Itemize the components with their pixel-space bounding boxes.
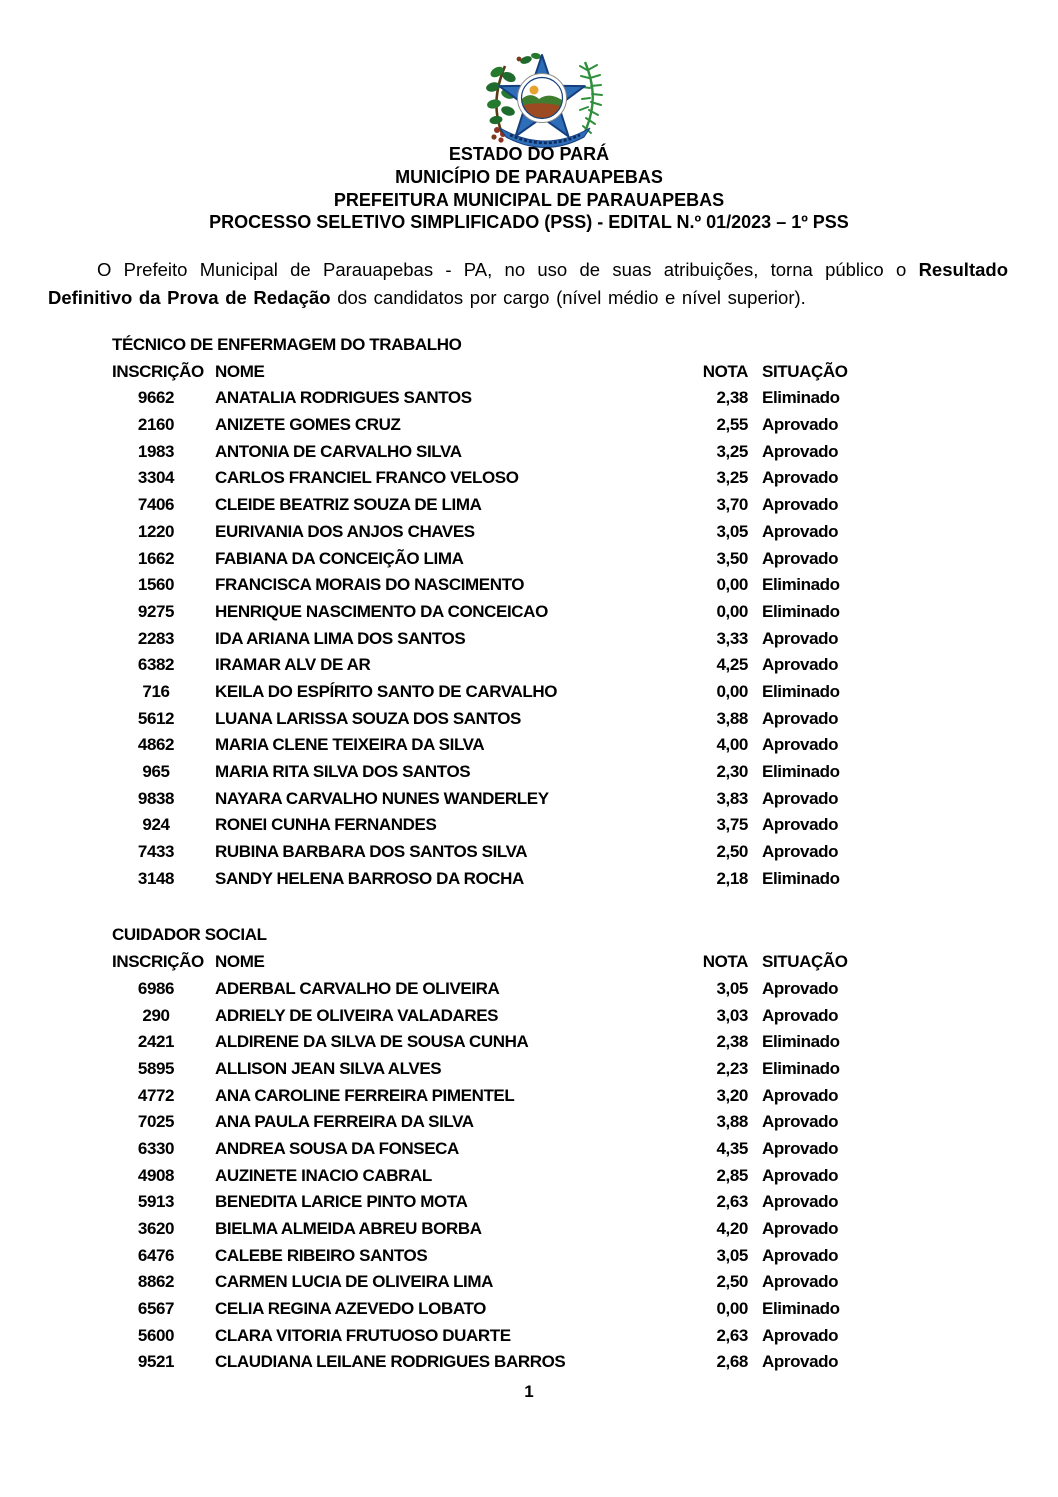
row-situacao: Aprovado	[762, 521, 839, 541]
row-nota: 4,25	[716, 655, 748, 675]
row-inscricao: 1560	[137, 575, 175, 595]
section-tecnico-de-enfermagem-do-trabalho	[112, 332, 870, 892]
row-nome: CLEIDE BEATRIZ SOUZA DE LIMA	[215, 495, 482, 515]
column-header-nome: NOME	[215, 952, 265, 972]
row-situacao: Aprovado	[762, 1005, 839, 1025]
row-nome: MARIA RITA SILVA DOS SANTOS	[215, 762, 471, 781]
intro-text-bold: Resultado Definitivo da Prova de Redação	[48, 259, 1008, 309]
table-row	[112, 1323, 870, 1350]
row-inscricao: 9838	[137, 788, 175, 808]
table-header-row	[112, 359, 870, 386]
row-nota: 3,88	[716, 708, 748, 728]
table-row	[112, 839, 870, 866]
column-header-inscricao: INSCRIÇÃO	[112, 952, 204, 972]
column-header-nome: NOME	[215, 361, 265, 381]
row-nome: IDA ARIANA LIMA DOS SANTOS	[215, 628, 466, 648]
table-row	[112, 759, 870, 786]
table-row	[112, 1269, 870, 1296]
header-line-prefeitura: PREFEITURA MUNICIPAL DE PARAUAPEBAS	[333, 189, 725, 210]
table-row	[112, 412, 870, 439]
row-nome: ANIZETE GOMES CRUZ	[215, 415, 401, 435]
row-inscricao: 9521	[137, 1352, 175, 1372]
row-situacao: Eliminado	[762, 601, 840, 621]
row-nome: ANA CAROLINE FERREIRA PIMENTEL	[215, 1085, 515, 1105]
table-row	[112, 786, 870, 813]
column-header-inscricao: INSCRIÇÃO	[112, 361, 204, 381]
coat-of-arms-icon	[472, 50, 618, 150]
table-row	[112, 1003, 870, 1030]
row-nome: FABIANA DA CONCEIÇÃO LIMA	[215, 548, 464, 568]
row-nota: 2,63	[716, 1192, 748, 1212]
intro-text-end: dos candidatos por cargo (nível médio e nível superior).	[330, 287, 806, 309]
row-inscricao: 5600	[137, 1325, 175, 1345]
row-inscricao: 5895	[137, 1058, 175, 1078]
row-inscricao: 924	[142, 815, 170, 835]
row-situacao: Aprovado	[762, 1138, 839, 1158]
row-inscricao: 8862	[137, 1272, 175, 1292]
row-nota: 2,38	[716, 388, 748, 408]
row-inscricao: 965	[142, 762, 170, 781]
row-nome: ALLISON JEAN SILVA ALVES	[215, 1058, 442, 1078]
row-nota: 2,63	[716, 1325, 748, 1345]
row-nota: 2,50	[716, 842, 748, 862]
row-inscricao: 7433	[137, 842, 175, 862]
row-nota: 0,00	[716, 601, 748, 621]
row-nota: 4,35	[716, 1138, 748, 1158]
column-header-situacao: SITUAÇÃO	[762, 361, 848, 381]
row-nome: KEILA DO ESPÍRITO SANTO DE CARVALHO	[215, 681, 558, 701]
row-inscricao: 4772	[137, 1085, 175, 1105]
row-nota: 3,33	[716, 628, 748, 648]
row-situacao: Aprovado	[762, 628, 839, 648]
table-row	[112, 1056, 870, 1083]
row-situacao: Aprovado	[762, 415, 839, 435]
table-row	[112, 599, 870, 626]
table-row	[112, 1216, 870, 1243]
row-situacao: Eliminado	[762, 575, 840, 595]
row-situacao: Aprovado	[762, 1085, 839, 1105]
row-inscricao: 2421	[137, 1032, 175, 1052]
row-nota: 0,00	[716, 575, 748, 595]
row-nota: 3,25	[716, 441, 748, 461]
table-header-row	[112, 949, 870, 976]
row-inscricao: 9662	[137, 388, 175, 408]
row-inscricao: 3304	[137, 468, 175, 488]
document-header	[0, 143, 1058, 234]
table-row	[112, 626, 870, 653]
row-nota: 2,50	[716, 1272, 748, 1292]
row-nome: LUANA LARISSA SOUZA DOS SANTOS	[215, 708, 521, 728]
row-situacao: Eliminado	[762, 1032, 840, 1052]
row-nota: 3,05	[716, 1245, 748, 1265]
row-nome: BIELMA ALMEIDA ABREU BORBA	[215, 1219, 482, 1238]
row-nome: CLAUDIANA LEILANE RODRIGUES BARROS	[215, 1352, 566, 1372]
row-nota: 3,05	[716, 978, 748, 998]
row-nota: 3,05	[716, 521, 748, 541]
row-nota: 2,85	[716, 1165, 748, 1185]
row-inscricao: 6986	[137, 978, 175, 998]
row-nome: CARLOS FRANCIEL FRANCO VELOSO	[215, 468, 519, 488]
table-row	[112, 866, 870, 893]
row-nota: 2,55	[716, 415, 748, 435]
intro-paragraph	[48, 256, 1008, 312]
row-nome: BENEDITA LARICE PINTO MOTA	[215, 1192, 468, 1212]
row-nome: SANDY HELENA BARROSO DA ROCHA	[215, 868, 524, 888]
header-line-estado: ESTADO DO PARÁ	[448, 144, 610, 164]
row-situacao: Eliminado	[762, 388, 840, 408]
row-inscricao: 2283	[137, 628, 175, 648]
table-row	[112, 465, 870, 492]
row-nome: AUZINETE INACIO CABRAL	[215, 1165, 432, 1185]
row-nome: CALEBE RIBEIRO SANTOS	[215, 1245, 428, 1265]
row-nome: HENRIQUE NASCIMENTO DA CONCEICAO	[215, 601, 548, 621]
row-nota: 3,25	[716, 468, 748, 488]
intro-text-start: O Prefeito Municipal de Parauapebas - PA, no uso de suas atribuições, torna público o	[97, 259, 919, 280]
column-header-nota: NOTA	[702, 361, 748, 381]
row-inscricao: 1983	[137, 441, 175, 461]
row-situacao: Aprovado	[762, 708, 839, 728]
row-inscricao: 6476	[137, 1245, 175, 1265]
row-situacao: Aprovado	[762, 468, 839, 488]
table-row	[112, 1083, 870, 1110]
row-nota: 2,23	[716, 1058, 748, 1078]
table-row	[112, 492, 870, 519]
row-nota: 4,00	[716, 735, 748, 755]
row-inscricao: 3148	[137, 868, 175, 888]
row-situacao: Aprovado	[762, 655, 839, 675]
row-situacao: Eliminado	[762, 1299, 840, 1319]
row-inscricao: 7406	[137, 495, 175, 515]
row-situacao: Aprovado	[762, 1325, 839, 1345]
row-inscricao: 6382	[137, 655, 175, 675]
header-line-municipio: MUNICÍPIO DE PARAUAPEBAS	[395, 166, 663, 187]
row-situacao: Aprovado	[762, 441, 839, 461]
table-row	[112, 732, 870, 759]
row-inscricao: 9275	[137, 601, 175, 621]
row-inscricao: 4908	[137, 1165, 175, 1185]
row-situacao: Aprovado	[762, 548, 839, 568]
row-nome: EURIVANIA DOS ANJOS CHAVES	[215, 521, 475, 541]
table-row	[112, 1136, 870, 1163]
row-situacao: Eliminado	[762, 1058, 840, 1078]
row-situacao: Aprovado	[762, 1272, 839, 1292]
row-inscricao: 1220	[137, 521, 175, 541]
row-nome: NAYARA CARVALHO NUNES WANDERLEY	[215, 788, 549, 808]
row-inscricao: 7025	[137, 1112, 175, 1132]
table-row	[112, 976, 870, 1003]
row-inscricao: 6567	[137, 1299, 175, 1319]
table-row	[112, 1109, 870, 1136]
row-situacao: Aprovado	[762, 1245, 839, 1265]
section-title: CUIDADOR SOCIAL	[112, 925, 267, 945]
row-nota: 3,83	[716, 788, 748, 808]
row-nome: ANTONIA DE CARVALHO SILVA	[215, 441, 462, 461]
row-nome: MARIA CLENE TEIXEIRA DA SILVA	[215, 735, 485, 755]
table-row	[112, 679, 870, 706]
column-header-nota: NOTA	[702, 952, 748, 972]
section-title: TÉCNICO DE ENFERMAGEM DO TRABALHO	[112, 335, 462, 354]
header-line-processo: PROCESSO SELETIVO SIMPLIFICADO (PSS) - EDITAL N.º 01/2023 – 1º PSS	[209, 212, 849, 233]
row-inscricao: 4862	[137, 735, 175, 755]
table-row	[112, 385, 870, 412]
table-row	[112, 572, 870, 599]
row-nota: 3,03	[716, 1005, 748, 1025]
row-nome: CLARA VITORIA FRUTUOSO DUARTE	[215, 1325, 511, 1345]
row-nome: CELIA REGINA AZEVEDO LOBATO	[215, 1299, 486, 1319]
row-situacao: Eliminado	[762, 868, 840, 888]
row-situacao: Aprovado	[762, 1192, 839, 1212]
row-nome: FRANCISCA MORAIS DO NASCIMENTO	[215, 575, 525, 595]
table-row	[112, 1243, 870, 1270]
row-situacao: Aprovado	[762, 495, 839, 515]
row-nome: ADERBAL CARVALHO DE OLIVEIRA	[215, 978, 500, 998]
row-inscricao: 5913	[137, 1192, 175, 1212]
table-body	[112, 976, 870, 1376]
row-inscricao: 2160	[137, 415, 175, 435]
row-situacao: Aprovado	[762, 735, 839, 755]
row-situacao: Aprovado	[762, 1219, 839, 1238]
row-situacao: Eliminado	[762, 681, 840, 701]
table-row	[112, 1296, 870, 1323]
row-inscricao: 290	[142, 1005, 170, 1025]
row-nome: ANA PAULA FERREIRA DA SILVA	[215, 1112, 474, 1132]
row-nome: ANATALIA RODRIGUES SANTOS	[215, 388, 472, 408]
row-situacao: Aprovado	[762, 978, 839, 998]
row-nota: 0,00	[716, 681, 748, 701]
row-nome: ALDIRENE DA SILVA DE SOUSA CUNHA	[215, 1032, 529, 1052]
row-nota: 4,20	[716, 1219, 748, 1238]
row-situacao: Aprovado	[762, 842, 839, 862]
row-nota: 2,68	[716, 1352, 748, 1372]
table-row	[112, 546, 870, 573]
row-nome: ANDREA SOUSA DA FONSECA	[215, 1138, 459, 1158]
row-inscricao: 5612	[137, 708, 175, 728]
page-number: 1	[524, 1382, 534, 1401]
row-inscricao: 6330	[137, 1138, 175, 1158]
column-header-situacao: SITUAÇÃO	[762, 952, 848, 972]
row-nota: 2,30	[716, 762, 748, 781]
row-nota: 3,75	[716, 815, 748, 835]
row-nota: 3,50	[716, 548, 748, 568]
row-nota: 3,88	[716, 1112, 748, 1132]
table-row	[112, 1163, 870, 1190]
row-situacao: Aprovado	[762, 815, 839, 835]
table-row	[112, 1349, 870, 1376]
table-row	[112, 519, 870, 546]
results-content	[112, 332, 870, 1376]
row-nome: CARMEN LUCIA DE OLIVEIRA LIMA	[215, 1272, 494, 1292]
table-row	[112, 1189, 870, 1216]
row-inscricao: 3620	[137, 1219, 175, 1238]
row-nota: 0,00	[716, 1299, 748, 1319]
row-inscricao: 1662	[137, 548, 175, 568]
row-situacao: Aprovado	[762, 788, 839, 808]
row-nome: ADRIELY DE OLIVEIRA VALADARES	[215, 1005, 499, 1025]
row-nota: 3,70	[716, 495, 748, 515]
row-situacao: Aprovado	[762, 1165, 839, 1185]
row-inscricao: 716	[142, 681, 170, 701]
row-nota: 2,18	[716, 868, 748, 888]
row-situacao: Aprovado	[762, 1112, 839, 1132]
table-row	[112, 439, 870, 466]
table-body	[112, 385, 870, 892]
row-situacao: Aprovado	[762, 1352, 839, 1372]
row-nota: 3,20	[716, 1085, 748, 1105]
row-nota: 2,38	[716, 1032, 748, 1052]
table-row	[112, 1029, 870, 1056]
row-situacao: Eliminado	[762, 762, 840, 781]
table-row	[112, 652, 870, 679]
row-nome: RUBINA BARBARA DOS SANTOS SILVA	[215, 842, 528, 862]
section-cuidador-social	[112, 922, 870, 1376]
table-row	[112, 706, 870, 733]
row-nome: IRAMAR ALV DE AR	[215, 655, 371, 675]
table-row	[112, 812, 870, 839]
row-nome: RONEI CUNHA FERNANDES	[215, 815, 437, 835]
